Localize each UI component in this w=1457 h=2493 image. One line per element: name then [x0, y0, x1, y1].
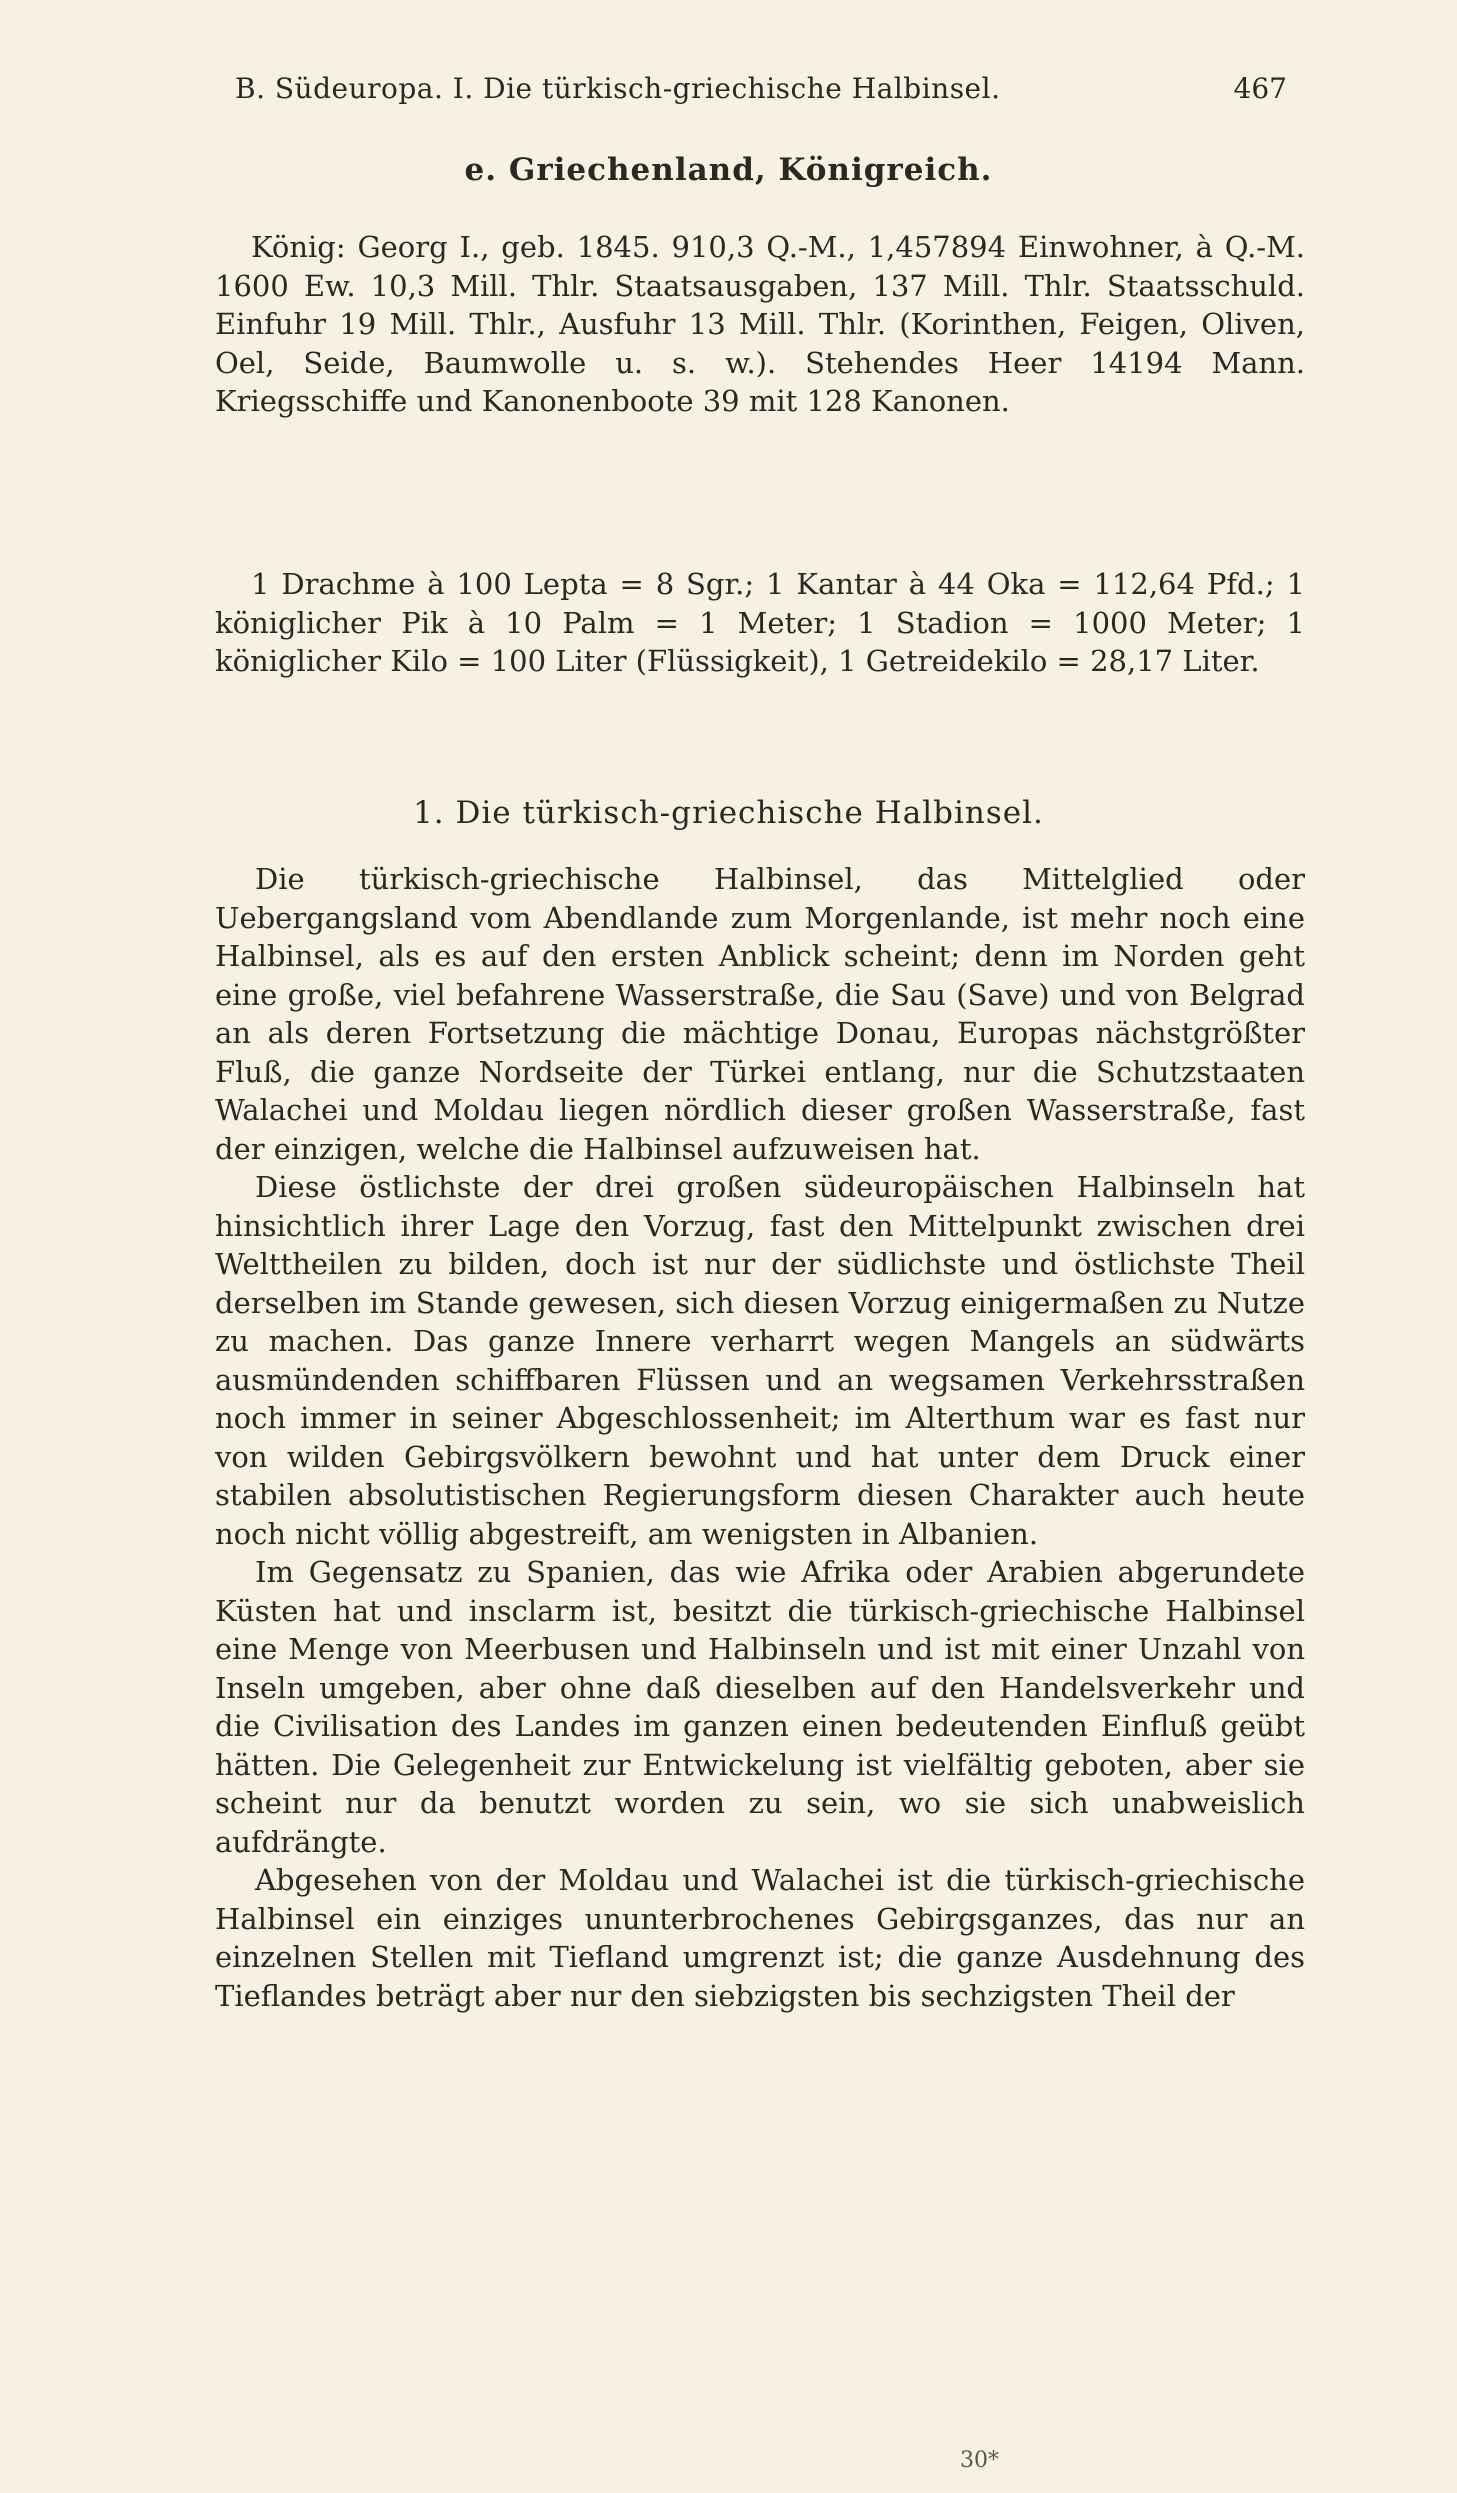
signature-mark: 30* — [960, 2448, 999, 2473]
paragraph-3: Im Gegensatz zu Spanien, das wie Afrika oder Arabien abgerundete Küsten hat und insclarm ist, besitzt die türkisch-griechische Halbinsel eine Menge von Meerbusen und Halbinseln und ist mit einer Unzahl von Inseln umgeben, aber ohne daß dieselben auf den Handelsverkehr und die Civilisation des Landes im ganzen einen bedeutenden Einfluß geübt hätten. Die Gelegenheit zur Entwickelung ist vielfältig geboten, aber sie scheint nur da benutzt worden zu sein, wo sie sich unabweislich aufdrängte. — [215, 1555, 1305, 1859]
section-heading-greece: e. Griechenland, Königreich. — [464, 152, 993, 188]
greece-statistics: König: Georg I., geb. 1845. 910,3 Q.-M., 1,457894 Einwohner, à Q.-M. 1600 Ew. 10,3 Mill. Thlr. Staatsausgaben, 137 Mill. Thlr. Staatsschuld. Einfuhr 19 Mill. Thlr., Ausfuhr 13 Mill. Thlr. (Korinthen, Feigen, Oliven, Oel, Seide, Baumwolle u. s. w.). Stehendes Heer 14194 Mann. Kriegsschiffe und Kanonenboote 39 mit 128 Kanonen. — [215, 230, 1305, 418]
paragraph-1: Die türkisch-griechische Halbinsel, das Mittelglied oder Uebergangsland vom Abendlande zum Morgenlande, ist mehr noch eine Halbinsel, als es auf den ersten Anblick scheint; denn im Norden geht eine große, viel befahrene Wasserstraße, die Sau (Save) und von Belgrad an als deren Fortsetzung die mächtige Donau, Europas nächstgrößter Fluß, die ganze Nordseite der Türkei entlang, nur die Schutzstaaten Walachei und Moldau liegen nördlich dieser großen Wasserstraße, fast der einzigen, welche die Halbinsel aufzuweisen hat. — [215, 862, 1305, 1166]
main-text — [215, 860, 1305, 2015]
paragraph-4: Abgesehen von der Moldau und Walachei ist die türkisch-griechische Halbinsel ein einziges ununterbrochenes Gebirgsganzes, das nur an einzelnen Stellen mit Tiefland umgrenzt ist; die ganze Ausdehnung des Tieflandes beträgt aber nur den siebzigsten bis sechzigsten Theil der — [215, 1863, 1305, 2013]
page-number: 467 — [1233, 72, 1287, 105]
running-header — [235, 72, 1287, 132]
greece-units: 1 Drachme à 100 Lepta = 8 Sgr.; 1 Kantar à 44 Oka = 112,64 Pfd.; 1 königlicher Pik à 10 Palm = 1 Meter; 1 Stadion = 1000 Meter; 1 königlicher Kilo = 100 Liter (Flüssigkeit), 1 Getreidekilo = 28,17 Liter. — [215, 567, 1305, 678]
running-title: B. Südeuropa. I. Die türkisch-griechische Halbinsel. — [235, 72, 1001, 105]
section-heading-peninsula: 1. Die türkisch-griechische Halbinsel. — [413, 795, 1044, 831]
paragraph-2: Diese östlichste der drei großen südeuropäischen Halbinseln hat hinsichtlich ihrer Lage den Vorzug, fast den Mittelpunkt zwischen drei Welttheilen zu bilden, doch ist nur der südlichste und östlichste Theil derselben im Stande gewesen, sich diesen Vorzug einigermaßen zu Nutze zu machen. Das ganze Innere verharrt wegen Mangels an südwärts ausmündenden schiffbaren Flüssen und an wegsamen Verkehrsstraßen noch immer in seiner Abgeschlossenheit; im Alterthum war es fast nur von wilden Gebirgsvölkern bewohnt und hat unter dem Druck einer stabilen absolutistischen Regierungsform diesen Charakter auch heute noch nicht völlig abgestreift, am wenigsten in Albanien. — [215, 1170, 1305, 1551]
